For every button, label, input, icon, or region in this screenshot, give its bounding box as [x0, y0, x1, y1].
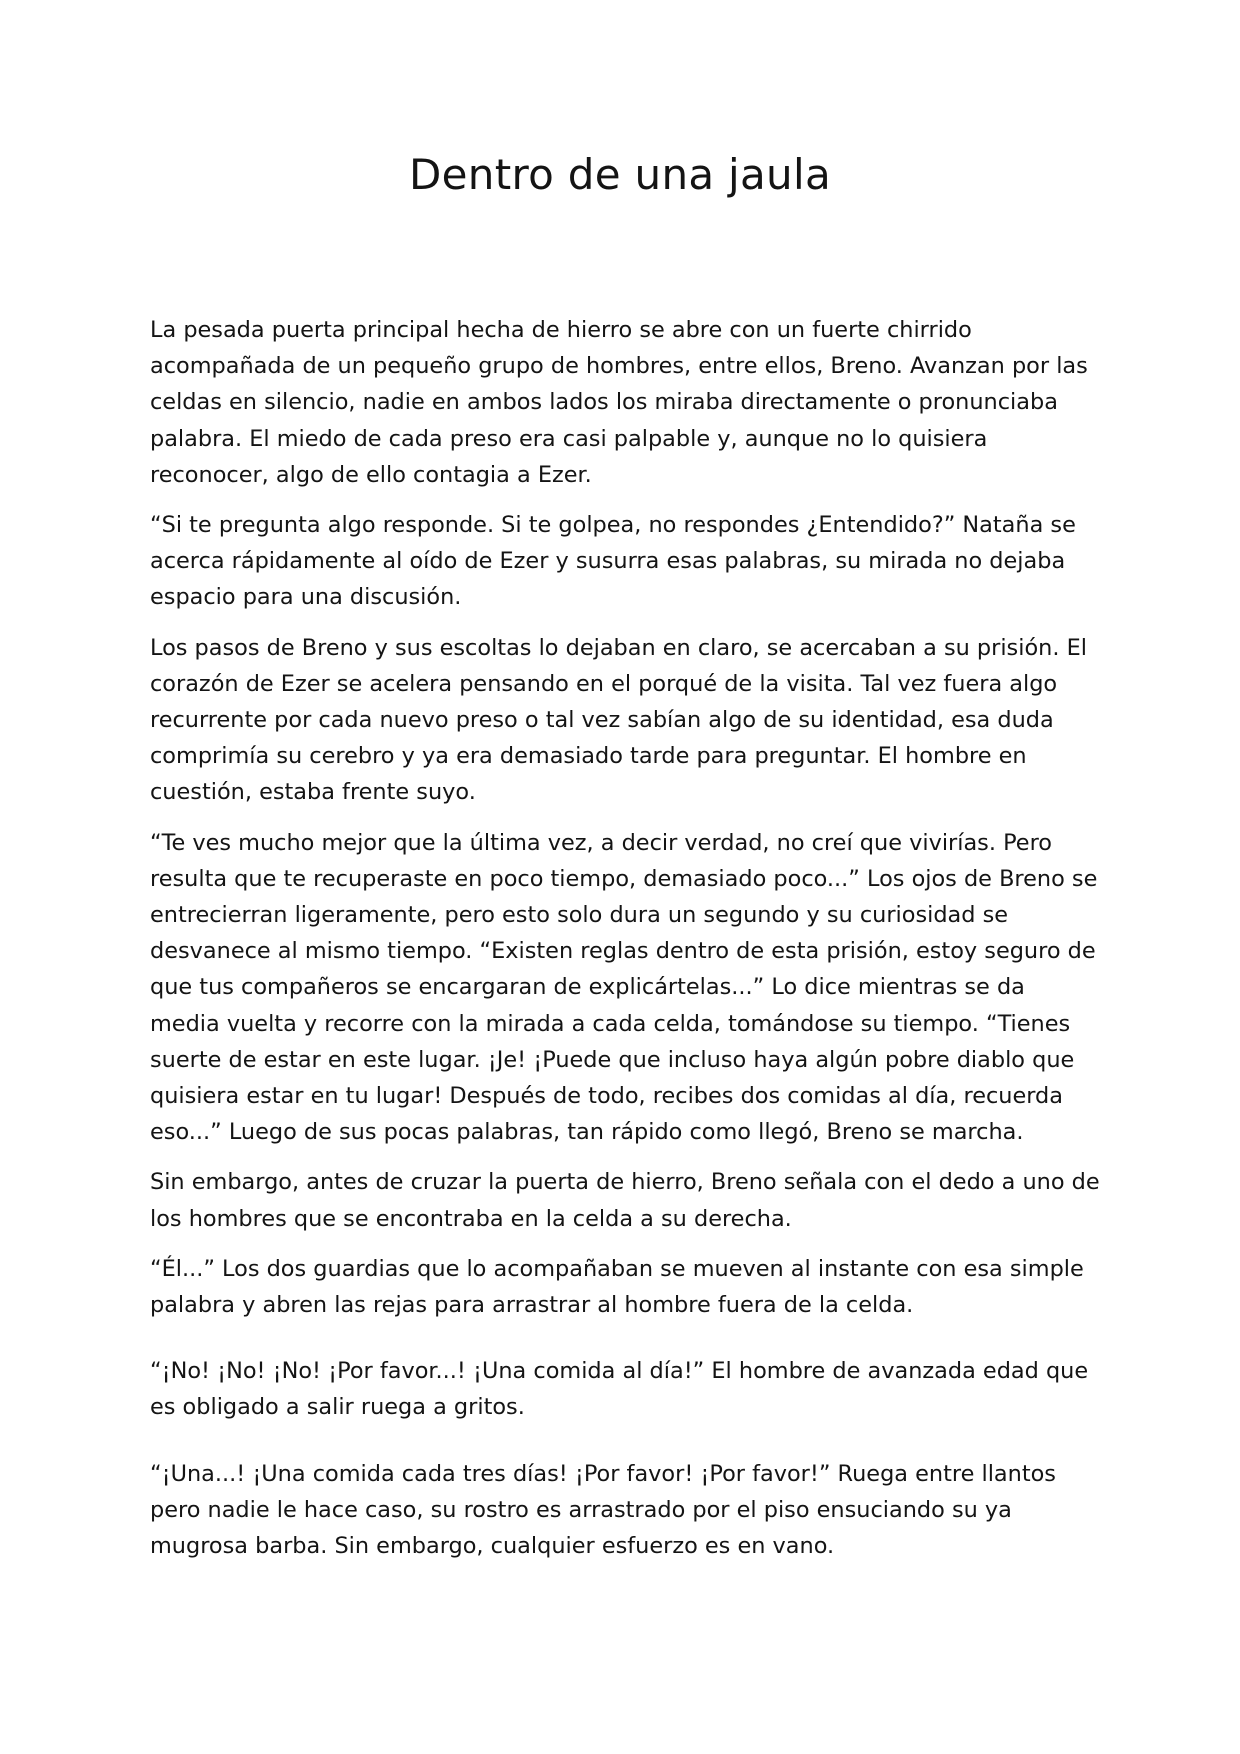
paragraph-7: “¡No! ¡No! ¡No! ¡Por favor...! ¡Una comida al día!” El hombre de avanzada edad que es obligado a salir ruega a gritos. [150, 1358, 1089, 1421]
paragraph-4: “Te ves mucho mejor que la última vez, a decir verdad, no creí que vivirías. Pero resulta que te recuperaste en poco tiempo, demasiado poco...” Los ojos de Breno se entrecierran ligeramente, pero esto solo dura un segundo y su curiosidad se desvanece al mismo tiempo. “Existen reglas dentro de esta prisión, estoy seguro de que tus compañeros se encargaran de explicártelas...” Lo dice mientras se da media vuelta y recorre con la mirada a cada celda, tomándose su tiempo. “Tienes suerte de estar en este lugar. ¡Je! ¡Puede que incluso haya algún pobre diablo que quisiera estar en tu lugar! Después de todo, recibes dos comidas al día, recuerda eso...” Luego de sus pocas palabras, tan rápido como llegó, Breno se marcha. [150, 829, 1098, 1146]
paragraph-3: Los pasos de Breno y sus escoltas lo dejaban en claro, se acercaban a su prisión. El corazón de Ezer se acelera pensando en el porqué de la visita. Tal vez fuera algo recurrente por cada nuevo preso o tal vez sabían algo de su identidad, esa duda comprimía su cerebro y ya era demasiado tarde para preguntar. El hombre en cuestión, estaba frente suyo. [150, 634, 1087, 806]
paragraph-2: “Si te pregunta algo responde. Si te golpea, no respondes ¿Entendido?” Nataña se acerca rápidamente al oído de Ezer y susurra esas palabras, su mirada no dejaba espacio para una discusión. [150, 512, 1076, 611]
paragraph-5: Sin embargo, antes de cruzar la puerta de hierro, Breno señala con el dedo a uno de los hombres que se encontraba en la celda a su derecha. [150, 1169, 1100, 1232]
paragraph-8: “¡Una...! ¡Una comida cada tres días! ¡Por favor! ¡Por favor!” Ruega entre llantos pero nadie le hace caso, su rostro es arrastrado por el piso ensuciando su ya mugrosa barba. Sin embargo, cualquier esfuerzo es en vano. [150, 1460, 1056, 1560]
paragraph-6: “Él...” Los dos guardias que lo acompañaban se mueven al instante con esa simple palabra y abren las rejas para arrastrar al hombre fuera de la celda. [150, 1255, 1084, 1319]
body-text [150, 312, 1100, 1578]
paragraph-1: La pesada puerta principal hecha de hierro se abre con un fuerte chirrido acompañada de un pequeño grupo de hombres, entre ellos, Breno. Avanzan por las celdas en silencio, nadie en ambos lados los miraba directamente o pronunciaba palabra. El miedo de cada preso era casi palpable y, aunque no lo quisiera reconocer, algo de ello contagia a Ezer. [150, 317, 1088, 488]
page-title: Dentro de una jaula [409, 150, 831, 199]
